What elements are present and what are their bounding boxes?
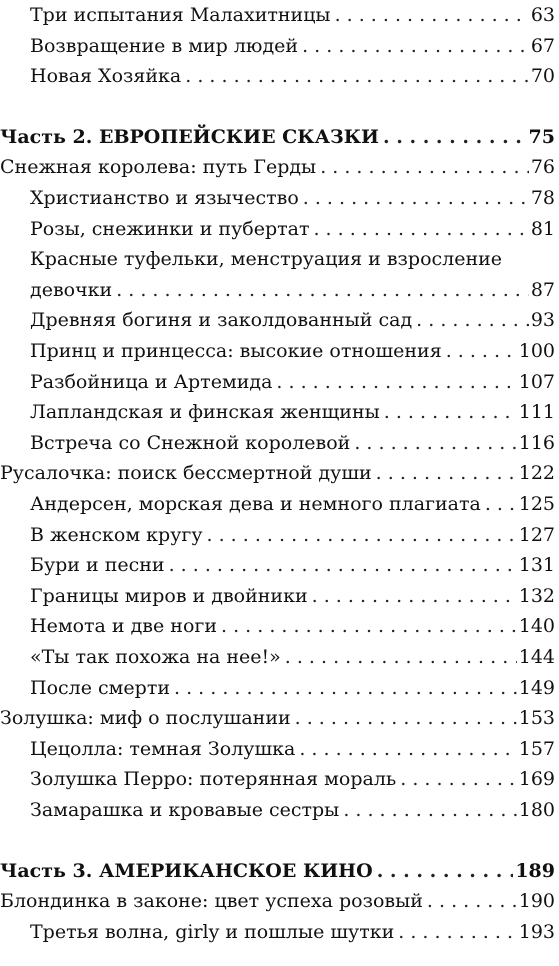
toc-page-number: 122: [518, 462, 555, 485]
toc-entry-title: Христианство и язычество: [30, 187, 299, 209]
toc-section-entry[interactable]: [0, 61, 559, 91]
toc-section-entry[interactable]: [0, 673, 559, 703]
dot-leader: [377, 856, 514, 886]
toc-chapter-entry[interactable]: [0, 703, 559, 733]
toc-section-entry[interactable]: [0, 428, 559, 458]
dot-leader: [285, 642, 517, 672]
toc-entry-title: После смерти: [30, 676, 171, 699]
toc-entry-title: Третья волна, girly и пошлые шутки: [30, 920, 395, 943]
toc-page-number: 75: [528, 125, 555, 148]
dot-leader: [174, 673, 517, 703]
toc-page-number: 144: [518, 646, 555, 668]
dot-leader: [299, 734, 516, 764]
toc-section-entry[interactable]: [0, 336, 559, 366]
toc-entry-title: Снежная королева: путь Герды: [0, 156, 317, 179]
toc-entry-title: Золушка: миф о послушании: [0, 707, 291, 730]
dot-leader: [416, 305, 529, 335]
dot-leader: [221, 611, 517, 641]
toc-entry-title: Красные туфельки, менструация и взросление: [30, 248, 503, 271]
toc-section-entry[interactable]: [0, 764, 559, 794]
dot-leader: [295, 703, 517, 733]
toc-page-number: 111: [518, 401, 555, 424]
toc-entry-title: Возвращение в мир людей: [30, 34, 299, 57]
toc-part-heading[interactable]: [0, 856, 559, 886]
toc-section-entry[interactable]: [0, 489, 559, 519]
dot-leader: [116, 275, 529, 305]
dot-leader: [313, 214, 528, 244]
toc-page-number: 149: [518, 676, 555, 699]
toc-page-number: 157: [518, 737, 555, 760]
dot-leader: [354, 428, 516, 458]
dot-leader: [276, 367, 516, 397]
dot-leader: [398, 917, 516, 947]
toc-entry-title: Русалочка: поиск бессмертной души: [0, 462, 372, 485]
toc-page-number: 180: [518, 799, 555, 821]
toc-part-heading[interactable]: [0, 122, 559, 152]
toc-entry-title: Андерсен, морская дева и немного плагиата: [30, 493, 481, 515]
toc-section-entry[interactable]: [0, 795, 559, 825]
toc-page-number: 193: [518, 920, 555, 943]
toc-section-entry[interactable]: [0, 275, 559, 305]
toc-chapter-entry[interactable]: [0, 152, 559, 182]
toc-page-number: 116: [518, 431, 555, 454]
toc-section-entry[interactable]: [0, 734, 559, 764]
dot-leader: [185, 61, 529, 91]
toc-entry-title: Древняя богиня и заколдованный сад: [30, 309, 413, 332]
toc-page-number: 153: [518, 707, 555, 730]
toc-entry-title: Замарашка и кровавые сестры: [30, 799, 340, 821]
toc-section-entry[interactable]: [0, 367, 559, 397]
toc-entry-title: девочки: [30, 278, 113, 301]
toc-entry-title: Лапландская и финская женщины: [30, 401, 380, 424]
toc-page-number: 70: [530, 65, 555, 88]
toc-page-number: 127: [518, 523, 555, 546]
toc-page-number: 132: [518, 584, 555, 607]
dot-leader: [312, 581, 517, 611]
toc-entry-title: Бури и песни: [30, 554, 165, 577]
dot-leader: [302, 31, 529, 61]
toc-page-number: 131: [518, 554, 555, 577]
toc-section-entry[interactable]: [0, 31, 559, 61]
toc-entry-title: Разбойница и Артемида: [30, 370, 273, 393]
toc-section-entry[interactable]: [0, 183, 559, 213]
toc-section-entry[interactable]: [0, 917, 559, 947]
dot-leader: [343, 795, 516, 825]
toc-section-entry[interactable]: [0, 642, 559, 672]
toc-page-number: 67: [530, 34, 555, 57]
toc-section-entry[interactable]: [0, 244, 559, 274]
toc-page-number: 87: [530, 278, 555, 301]
toc-entry-title: Цецолла: темная Золушка: [30, 737, 296, 760]
toc-entry-title: Часть 3. АМЕРИКАНСКОЕ КИНО: [0, 859, 373, 882]
toc-page-number: 81: [530, 217, 555, 240]
toc-page-number: 93: [530, 309, 555, 332]
toc-page-number: 140: [518, 615, 555, 638]
dot-leader: [446, 336, 517, 366]
toc-chapter-entry[interactable]: [0, 886, 559, 916]
dot-leader: [383, 122, 527, 152]
toc-entry-title: Часть 2. ЕВРОПЕЙСКИЕ СКАЗКИ: [0, 125, 379, 148]
toc-entry-title: В женском кругу: [30, 523, 203, 546]
toc-page-number: 189: [515, 859, 555, 882]
dot-leader: [384, 397, 517, 427]
toc-entry-title: Новая Хозяйка: [30, 65, 182, 88]
toc-section-entry[interactable]: [0, 214, 559, 244]
toc-page-number: 100: [518, 340, 555, 362]
toc-entry-title: Блондинка в законе: цвет успеха розовый: [0, 890, 423, 913]
toc-page-number: 125: [518, 493, 555, 515]
toc-chapter-entry[interactable]: [0, 458, 559, 488]
toc-page-number: 190: [518, 890, 555, 913]
toc-section-entry[interactable]: [0, 397, 559, 427]
toc-entry-title: Границы миров и двойники: [30, 584, 308, 607]
dot-leader: [400, 764, 516, 794]
toc-page-number: 169: [518, 768, 555, 791]
toc-section-entry[interactable]: [0, 581, 559, 611]
dot-leader: [320, 152, 529, 182]
toc-section-entry[interactable]: [0, 611, 559, 641]
dot-leader: [376, 458, 517, 488]
toc-section-entry[interactable]: [0, 0, 559, 30]
toc-page-number: 107: [518, 370, 555, 393]
toc-entry-title: Принц и принцесса: высокие отношения: [30, 340, 442, 362]
toc-section-entry[interactable]: [0, 305, 559, 335]
toc-entry-title: Золушка Перро: потерянная мораль: [30, 768, 397, 791]
dot-leader: [485, 489, 517, 519]
dot-leader: [207, 520, 517, 550]
dot-leader: [335, 0, 529, 30]
toc-section-entry[interactable]: [0, 520, 559, 550]
toc-page-number: 76: [530, 156, 555, 179]
toc-entry-title: Немота и две ноги: [30, 615, 218, 638]
toc-entry-title: Встреча со Снежной королевой: [30, 431, 351, 454]
toc-entry-title: Розы, снежинки и пубертат: [30, 217, 310, 240]
dot-leader: [427, 886, 517, 916]
toc-page-number: 78: [530, 187, 555, 209]
toc-entry-title: «Ты так похожа на нее!»: [30, 646, 281, 668]
toc-entry-title: Три испытания Малахитницы: [30, 4, 331, 26]
dot-leader: [303, 183, 529, 213]
toc-page-number: 63: [530, 4, 555, 26]
toc-section-entry[interactable]: [0, 550, 559, 580]
dot-leader: [169, 550, 517, 580]
